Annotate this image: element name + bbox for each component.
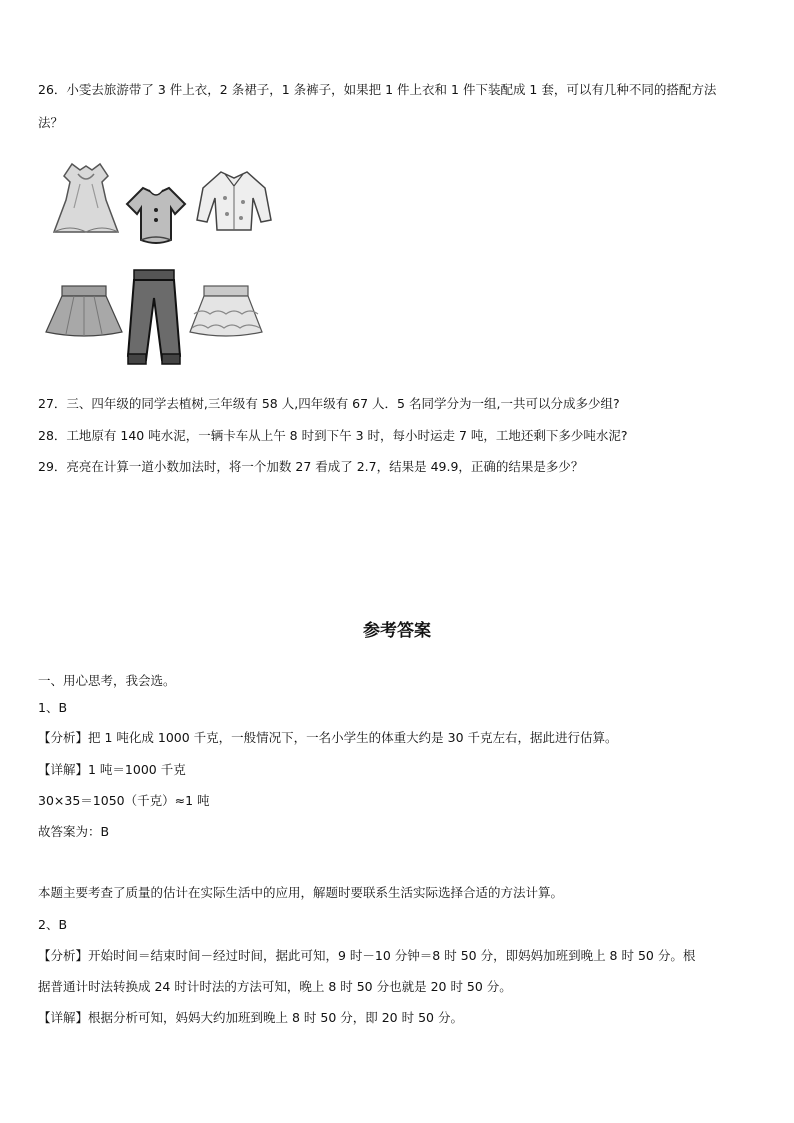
answer-1-result: 故答案为：B	[38, 824, 110, 839]
skirt-image	[44, 282, 124, 338]
answers-title: 参考答案	[363, 621, 431, 641]
question-28: 28．工地原有 140 吨水泥，一辆卡车从上午 8 时到下午 3 时，每小时运走 7 吨，工地还剩下多少吨水泥?	[38, 428, 628, 443]
blouse-top-image	[195, 168, 273, 234]
question-26-line2: 法？	[38, 115, 64, 130]
question-26-line1: 26．小雯去旅游带了 3 件上衣，2 条裙子，1 条裤子，如果把 1 件上衣和 1 件下装配成 1 套，可以有几种不同的搭配方法	[38, 82, 717, 97]
question-29: 29．亮亮在计算一道小数加法时，将一个加数 27 看成了 2.7，结果是 49.9，正确的结果是多少？	[38, 459, 584, 474]
answer-2-number: 2、B	[38, 917, 68, 932]
section-heading: 一、用心思考，我会选。	[38, 673, 176, 688]
frilly-skirt-image	[188, 284, 264, 340]
shirt-top-image	[125, 182, 187, 248]
answer-2-analysis-line2: 据普通计时法转换成 24 时计时法的方法可知，晚上 8 时 50 分也就是 20 时 50 分。	[38, 979, 512, 994]
answer-2-detail: 【详解】根据分析可知，妈妈大约加班到晚上 8 时 50 分，即 20 时 50 分。	[38, 1010, 463, 1025]
trousers-image	[126, 268, 182, 368]
answer-2-analysis-line1: 【分析】开始时间＝结束时间－经过时间，据此可知，9 时－10 分钟＝8 时 50 分，即妈妈加班到晚上 8 时 50 分。根	[38, 948, 696, 963]
answer-1-calculation: 30×35＝1050（千克）≈1 吨	[38, 793, 210, 808]
dress-top-image	[50, 160, 122, 238]
answer-1-detail: 【详解】1 吨＝1000 千克	[38, 762, 186, 777]
answer-1-number: 1、B	[38, 700, 68, 715]
answer-1-analysis: 【分析】把 1 吨化成 1000 千克，一般情况下，一名小学生的体重大约是 30 千克左右，据此进行估算。	[38, 730, 618, 745]
question-27: 27．三、四年级的同学去植树,三年级有 58 人,四年级有 67 人．5 名同学分为一组,一共可以分成多少组?	[38, 396, 620, 411]
answer-1-summary: 本题主要考查了质量的估计在实际生活中的应用，解题时要联系生活实际选择合适的方法计算。	[38, 885, 564, 900]
